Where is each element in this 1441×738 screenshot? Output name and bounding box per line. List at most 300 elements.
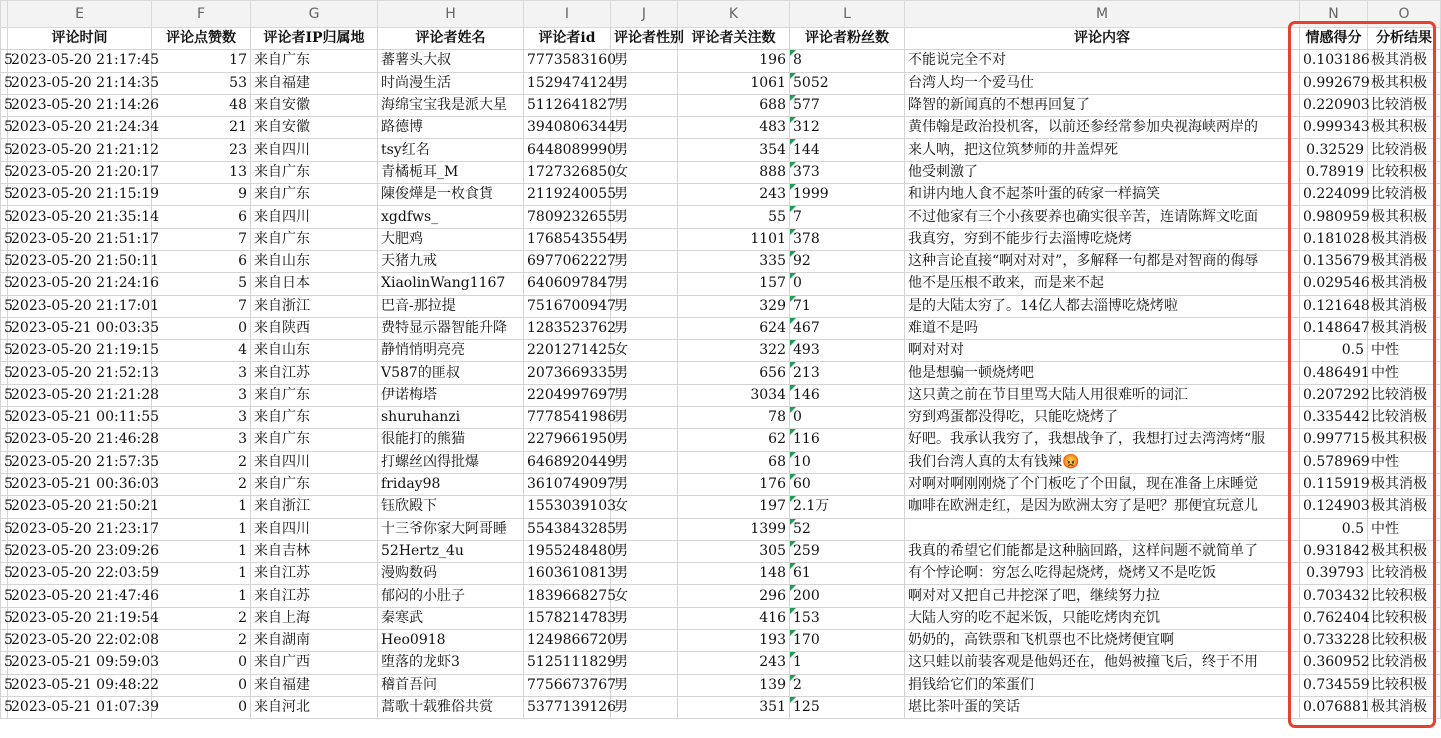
cell-result[interactable]: 中性 (1368, 518, 1441, 540)
cell-score[interactable]: 0.992679 (1300, 72, 1368, 94)
cell-result[interactable]: 极其消极 (1368, 496, 1441, 518)
cell-name[interactable]: 秦寒武 (378, 607, 524, 629)
cell-gender[interactable]: 女 (611, 161, 678, 183)
cell-content[interactable]: 我们台湾人真的太有钱辣😡 (905, 451, 1300, 473)
cell-content[interactable]: 是的大陆太穷了。14亿人都去淄博吃烧烤啦 (905, 295, 1300, 317)
cell-followers[interactable]: 259 (790, 540, 905, 562)
cell-result[interactable]: 比较消极 (1368, 652, 1441, 674)
cell-result[interactable]: 比较消极 (1368, 563, 1441, 585)
cell-id[interactable]: 2204997697 (524, 384, 611, 406)
cell-following[interactable]: 55 (678, 206, 790, 228)
cell-followers[interactable]: 0 (790, 407, 905, 429)
cell-time[interactable]: 2023-05-20 21:57:35 (8, 451, 152, 473)
cell-result[interactable]: 比较积极 (1368, 585, 1441, 607)
cell-score[interactable]: 0.999343 (1300, 117, 1368, 139)
column-letter-O[interactable]: O (1368, 1, 1441, 28)
cell-score[interactable]: 0.207292 (1300, 384, 1368, 406)
cell-id[interactable]: 1603610813 (524, 563, 611, 585)
cell-ip[interactable]: 来自吉林 (251, 540, 378, 562)
cell-followers[interactable]: 71 (790, 295, 905, 317)
cell-followers[interactable]: 52 (790, 518, 905, 540)
cell-gender[interactable]: 男 (611, 72, 678, 94)
cell-score[interactable]: 0.135679 (1300, 250, 1368, 272)
cell-score[interactable]: 0.5 (1300, 518, 1368, 540)
cell-gender[interactable]: 男 (611, 228, 678, 250)
cell-result[interactable]: 中性 (1368, 451, 1441, 473)
column-letter-K[interactable]: K (678, 1, 790, 28)
cell-likes[interactable]: 9 (152, 184, 251, 206)
column-letter-I[interactable]: I (524, 1, 611, 28)
cell-ip[interactable]: 来自湖南 (251, 630, 378, 652)
cell-time[interactable]: 2023-05-21 00:36:03 (8, 473, 152, 495)
cell-time[interactable]: 2023-05-20 21:52:13 (8, 362, 152, 384)
cell-likes[interactable]: 0 (152, 652, 251, 674)
cell-result[interactable]: 极其消极 (1368, 250, 1441, 272)
cell-ip[interactable]: 来自河北 (251, 696, 378, 718)
cell-time[interactable]: 2023-05-20 22:02:08 (8, 630, 152, 652)
cell-following[interactable]: 656 (678, 362, 790, 384)
cell-gender[interactable]: 男 (611, 250, 678, 272)
cell-following[interactable]: 148 (678, 563, 790, 585)
cell-followers[interactable]: 146 (790, 384, 905, 406)
cell-likes[interactable]: 3 (152, 362, 251, 384)
cell-id[interactable]: 7778541986 (524, 407, 611, 429)
cell-score[interactable]: 0.578969 (1300, 451, 1368, 473)
header-gender[interactable]: 评论者性别 (611, 28, 678, 50)
cell-ip[interactable]: 来自广东 (251, 473, 378, 495)
column-letter-H[interactable]: H (378, 1, 524, 28)
cell-content[interactable]: 好吧。我承认我穷了，我想战争了，我想打过去湾湾烤“服 (905, 429, 1300, 451)
cell-following[interactable]: 1399 (678, 518, 790, 540)
cell-content[interactable]: 黄伟翰是政治投机客，以前还参经常参加央视海峡两岸的 (905, 117, 1300, 139)
column-letter-J[interactable]: J (611, 1, 678, 28)
cell-time[interactable]: 2023-05-20 21:50:21 (8, 496, 152, 518)
cell-id[interactable]: 1249866720 (524, 630, 611, 652)
cell-gender[interactable]: 男 (611, 407, 678, 429)
cell-likes[interactable]: 7 (152, 228, 251, 250)
cell-likes[interactable]: 0 (152, 317, 251, 339)
cell-result[interactable]: 比较消极 (1368, 139, 1441, 161)
cell-likes[interactable]: 13 (152, 161, 251, 183)
cell-time[interactable]: 2023-05-20 22:03:59 (8, 563, 152, 585)
cell-following[interactable]: 3034 (678, 384, 790, 406)
cell-content[interactable]: 奶奶的，高铁票和飞机票也不比烧烤便宜啊 (905, 630, 1300, 652)
cell-result[interactable]: 中性 (1368, 362, 1441, 384)
cell-content[interactable]: 对啊对啊刚刚烧了个门板吃了个田鼠，现在准备上床睡觉 (905, 473, 1300, 495)
cell-name[interactable]: 钰欣殿下 (378, 496, 524, 518)
cell-likes[interactable]: 1 (152, 563, 251, 585)
cell-name[interactable]: V587的匪叔 (378, 362, 524, 384)
cell-ip[interactable]: 来自上海 (251, 607, 378, 629)
cell-ip[interactable]: 来自四川 (251, 206, 378, 228)
cell-id[interactable]: 7773583160 (524, 50, 611, 72)
cell-followers[interactable]: 144 (790, 139, 905, 161)
cell-content[interactable]: 啊对对又把自己井挖深了吧，继续努力拉 (905, 585, 1300, 607)
cell-followers[interactable]: 92 (790, 250, 905, 272)
cell-result[interactable]: 极其积极 (1368, 206, 1441, 228)
cell-following[interactable]: 351 (678, 696, 790, 718)
cell-id[interactable]: 2119240055 (524, 184, 611, 206)
column-letter-G[interactable]: G (251, 1, 378, 28)
cell-following[interactable]: 197 (678, 496, 790, 518)
column-letter-F[interactable]: F (152, 1, 251, 28)
cell-result[interactable]: 比较消极 (1368, 407, 1441, 429)
cell-followers[interactable]: 125 (790, 696, 905, 718)
cell-ip[interactable]: 来自广东 (251, 407, 378, 429)
cell-score[interactable]: 0.733228 (1300, 630, 1368, 652)
cell-name[interactable]: friday98 (378, 473, 524, 495)
cell-likes[interactable]: 6 (152, 206, 251, 228)
cell-id[interactable]: 1553039103 (524, 496, 611, 518)
cell-likes[interactable]: 3 (152, 384, 251, 406)
cell-id[interactable]: 5125111829 (524, 652, 611, 674)
cell-name[interactable]: 漫购数码 (378, 563, 524, 585)
cell-content[interactable]: 这种言论直接“啊对对对”，多解释一句都是对智商的侮辱 (905, 250, 1300, 272)
cell-likes[interactable]: 1 (152, 540, 251, 562)
cell-time[interactable]: 2023-05-20 23:09:26 (8, 540, 152, 562)
cell-content[interactable]: 这只蛙以前装客观是他妈还在，他妈被撞飞后，终于不用 (905, 652, 1300, 674)
header-likes[interactable]: 评论点赞数 (152, 28, 251, 50)
cell-following[interactable]: 176 (678, 473, 790, 495)
cell-following[interactable]: 624 (678, 317, 790, 339)
cell-ip[interactable]: 来自陕西 (251, 317, 378, 339)
cell-score[interactable]: 0.029546 (1300, 273, 1368, 295)
cell-gender[interactable]: 男 (611, 674, 678, 696)
cell-following[interactable]: 416 (678, 607, 790, 629)
cell-followers[interactable]: 467 (790, 317, 905, 339)
cell-content[interactable]: 降智的新闻真的不想再回复了 (905, 94, 1300, 116)
cell-following[interactable]: 296 (678, 585, 790, 607)
cell-gender[interactable]: 男 (611, 696, 678, 718)
cell-name[interactable]: 蕃薯头大叔 (378, 50, 524, 72)
cell-gender[interactable]: 男 (611, 50, 678, 72)
cell-gender[interactable]: 男 (611, 317, 678, 339)
cell-name[interactable]: Heo0918 (378, 630, 524, 652)
cell-id[interactable]: 6406097847 (524, 273, 611, 295)
cell-result[interactable]: 极其积极 (1368, 540, 1441, 562)
cell-name[interactable]: 巴音-那拉提 (378, 295, 524, 317)
cell-time[interactable]: 2023-05-20 21:19:15 (8, 340, 152, 362)
cell-result[interactable]: 比较积极 (1368, 161, 1441, 183)
cell-followers[interactable]: 213 (790, 362, 905, 384)
cell-followers[interactable]: 312 (790, 117, 905, 139)
cell-ip[interactable]: 来自江苏 (251, 563, 378, 585)
cell-likes[interactable]: 48 (152, 94, 251, 116)
cell-content[interactable]: 台湾人均一个爱马仕 (905, 72, 1300, 94)
cell-content[interactable]: 他受刺激了 (905, 161, 1300, 183)
cell-likes[interactable]: 2 (152, 607, 251, 629)
cell-score[interactable]: 0.335442 (1300, 407, 1368, 429)
header-ip[interactable]: 评论者IP归属地 (251, 28, 378, 50)
cell-following[interactable]: 78 (678, 407, 790, 429)
cell-id[interactable]: 5377139126 (524, 696, 611, 718)
cell-name[interactable]: 蒿歌十载雅俗共赏 (378, 696, 524, 718)
cell-id[interactable]: 1839668275 (524, 585, 611, 607)
cell-name[interactable]: XiaolinWang1167 (378, 273, 524, 295)
cell-following[interactable]: 68 (678, 451, 790, 473)
cell-following[interactable]: 354 (678, 139, 790, 161)
cell-content[interactable]: 咖啡在欧洲走红，是因为欧洲太穷了是吧？那便宜玩意儿 (905, 496, 1300, 518)
cell-time[interactable]: 2023-05-21 09:59:03 (8, 652, 152, 674)
cell-likes[interactable]: 21 (152, 117, 251, 139)
cell-time[interactable]: 2023-05-21 01:07:39 (8, 696, 152, 718)
cell-result[interactable]: 比较积极 (1368, 630, 1441, 652)
cell-name[interactable]: 郁闷的小肚子 (378, 585, 524, 607)
cell-score[interactable]: 0.224099 (1300, 184, 1368, 206)
cell-time[interactable]: 2023-05-20 21:35:14 (8, 206, 152, 228)
header-result[interactable]: 分析结果 (1368, 28, 1441, 50)
cell-score[interactable]: 0.115919 (1300, 473, 1368, 495)
cell-content[interactable]: 难道不是吗 (905, 317, 1300, 339)
cell-result[interactable]: 极其积极 (1368, 72, 1441, 94)
cell-id[interactable]: 2073669335 (524, 362, 611, 384)
cell-ip[interactable]: 来自江苏 (251, 362, 378, 384)
cell-likes[interactable]: 4 (152, 340, 251, 362)
cell-result[interactable]: 极其消极 (1368, 228, 1441, 250)
cell-followers[interactable]: 8 (790, 50, 905, 72)
cell-gender[interactable]: 男 (611, 630, 678, 652)
cell-time[interactable]: 2023-05-21 09:48:22 (8, 674, 152, 696)
cell-following[interactable]: 157 (678, 273, 790, 295)
cell-gender[interactable]: 男 (611, 139, 678, 161)
cell-result[interactable]: 极其积极 (1368, 117, 1441, 139)
cell-likes[interactable]: 2 (152, 451, 251, 473)
cell-score[interactable]: 0.121648 (1300, 295, 1368, 317)
cell-followers[interactable]: 378 (790, 228, 905, 250)
cell-ip[interactable]: 来自安徽 (251, 94, 378, 116)
cell-following[interactable]: 483 (678, 117, 790, 139)
cell-score[interactable]: 0.734559 (1300, 674, 1368, 696)
cell-following[interactable]: 688 (678, 94, 790, 116)
cell-result[interactable]: 极其积极 (1368, 429, 1441, 451)
cell-name[interactable]: 青橘栀耳_M (378, 161, 524, 183)
header-content[interactable]: 评论内容 (905, 28, 1300, 50)
cell-likes[interactable]: 5 (152, 273, 251, 295)
cell-ip[interactable]: 来自日本 (251, 273, 378, 295)
cell-likes[interactable]: 53 (152, 72, 251, 94)
cell-name[interactable]: 十三爷你家大阿哥睡 (378, 518, 524, 540)
cell-score[interactable]: 0.486491 (1300, 362, 1368, 384)
cell-name[interactable]: 静悄悄明亮亮 (378, 340, 524, 362)
cell-following[interactable]: 243 (678, 652, 790, 674)
cell-content[interactable]: 这只黄之前在节目里骂大陆人用很难听的词汇 (905, 384, 1300, 406)
cell-time[interactable]: 2023-05-20 21:17:45 (8, 50, 152, 72)
cell-ip[interactable]: 来自广东 (251, 384, 378, 406)
cell-result[interactable]: 极其消极 (1368, 273, 1441, 295)
cell-score[interactable]: 0.703432 (1300, 585, 1368, 607)
cell-following[interactable]: 305 (678, 540, 790, 562)
cell-ip[interactable]: 来自广东 (251, 228, 378, 250)
cell-name[interactable]: tsy红名 (378, 139, 524, 161)
cell-result[interactable]: 极其消极 (1368, 295, 1441, 317)
header-id[interactable]: 评论者id (524, 28, 611, 50)
cell-content[interactable]: 穷到鸡蛋都没得吃，只能吃烧烤了 (905, 407, 1300, 429)
cell-gender[interactable]: 男 (611, 117, 678, 139)
cell-score[interactable]: 0.124903 (1300, 496, 1368, 518)
cell-gender[interactable]: 女 (611, 585, 678, 607)
cell-followers[interactable]: 0 (790, 273, 905, 295)
cell-content[interactable]: 大陆人穷的吃不起米饭，只能吃烤肉充饥 (905, 607, 1300, 629)
cell-content[interactable]: 不过他家有三个小孩要养也确实很辛苦，连请陈辉文吃面 (905, 206, 1300, 228)
cell-time[interactable]: 2023-05-20 21:46:28 (8, 429, 152, 451)
cell-name[interactable]: 天猪九戒 (378, 250, 524, 272)
cell-ip[interactable]: 来自广东 (251, 429, 378, 451)
cell-likes[interactable]: 3 (152, 429, 251, 451)
cell-name[interactable]: 很能打的熊猫 (378, 429, 524, 451)
cell-ip[interactable]: 来自浙江 (251, 295, 378, 317)
cell-followers[interactable]: 61 (790, 563, 905, 585)
cell-time[interactable]: 2023-05-20 21:47:46 (8, 585, 152, 607)
cell-following[interactable]: 322 (678, 340, 790, 362)
header-following[interactable]: 评论者关注数 (678, 28, 790, 50)
cell-content[interactable]: 他是想骗一顿烧烤吧 (905, 362, 1300, 384)
cell-content[interactable]: 他不是压根不敢来，而是来不起 (905, 273, 1300, 295)
cell-following[interactable]: 193 (678, 630, 790, 652)
cell-result[interactable]: 比较消极 (1368, 184, 1441, 206)
cell-score[interactable]: 0.762404 (1300, 607, 1368, 629)
cell-followers[interactable]: 1999 (790, 184, 905, 206)
cell-id[interactable]: 5543843285 (524, 518, 611, 540)
cell-id[interactable]: 3940806344 (524, 117, 611, 139)
cell-time[interactable]: 2023-05-21 00:03:35 (8, 317, 152, 339)
cell-score[interactable]: 0.360952 (1300, 652, 1368, 674)
cell-ip[interactable]: 来自安徽 (251, 117, 378, 139)
cell-following[interactable]: 196 (678, 50, 790, 72)
header-score[interactable]: 情感得分 (1300, 28, 1368, 50)
cell-id[interactable]: 1529474124 (524, 72, 611, 94)
cell-following[interactable]: 139 (678, 674, 790, 696)
cell-gender[interactable]: 男 (611, 540, 678, 562)
cell-likes[interactable]: 6 (152, 250, 251, 272)
cell-score[interactable]: 0.220903 (1300, 94, 1368, 116)
cell-name[interactable]: 时尚漫生活 (378, 72, 524, 94)
cell-gender[interactable]: 男 (611, 607, 678, 629)
cell-id[interactable]: 2201271425 (524, 340, 611, 362)
cell-name[interactable]: 费特显示器智能升降 (378, 317, 524, 339)
cell-content[interactable]: 来人呐，把这位筑梦师的井盖焊死 (905, 139, 1300, 161)
cell-time[interactable]: 2023-05-21 00:11:55 (8, 407, 152, 429)
cell-content[interactable] (905, 518, 1300, 540)
cell-score[interactable]: 0.32529 (1300, 139, 1368, 161)
cell-content[interactable]: 有个悖论啊：穷怎么吃得起烧烤，烧烤又不是吃饭 (905, 563, 1300, 585)
cell-time[interactable]: 2023-05-20 21:15:19 (8, 184, 152, 206)
cell-ip[interactable]: 来自福建 (251, 674, 378, 696)
cell-gender[interactable]: 男 (611, 384, 678, 406)
cell-gender[interactable]: 男 (611, 273, 678, 295)
cell-following[interactable]: 243 (678, 184, 790, 206)
cell-followers[interactable]: 2.1万 (790, 496, 905, 518)
cell-followers[interactable]: 1 (790, 652, 905, 674)
cell-id[interactable]: 1727326850 (524, 161, 611, 183)
cell-id[interactable]: 2279661950 (524, 429, 611, 451)
cell-content[interactable]: 和讲内地人食不起茶叶蛋的砖家一样搞笑 (905, 184, 1300, 206)
cell-id[interactable]: 1283523762 (524, 317, 611, 339)
cell-gender[interactable]: 男 (611, 184, 678, 206)
cell-following[interactable]: 62 (678, 429, 790, 451)
header-name[interactable]: 评论者姓名 (378, 28, 524, 50)
cell-followers[interactable]: 116 (790, 429, 905, 451)
cell-following[interactable]: 1101 (678, 228, 790, 250)
cell-gender[interactable]: 男 (611, 206, 678, 228)
cell-gender[interactable]: 男 (611, 295, 678, 317)
cell-likes[interactable]: 0 (152, 674, 251, 696)
cell-time[interactable]: 2023-05-20 21:19:54 (8, 607, 152, 629)
cell-followers[interactable]: 2 (790, 674, 905, 696)
cell-score[interactable]: 0.5 (1300, 340, 1368, 362)
cell-gender[interactable]: 男 (611, 362, 678, 384)
cell-gender[interactable]: 男 (611, 429, 678, 451)
cell-likes[interactable]: 17 (152, 50, 251, 72)
cell-time[interactable]: 2023-05-20 21:23:17 (8, 518, 152, 540)
cell-ip[interactable]: 来自山东 (251, 250, 378, 272)
cell-id[interactable]: 1578214783 (524, 607, 611, 629)
cell-result[interactable]: 极其消极 (1368, 50, 1441, 72)
cell-id[interactable]: 5112641827 (524, 94, 611, 116)
cell-followers[interactable]: 153 (790, 607, 905, 629)
cell-followers[interactable]: 170 (790, 630, 905, 652)
cell-name[interactable]: xgdfws_ (378, 206, 524, 228)
cell-ip[interactable]: 来自山东 (251, 340, 378, 362)
cell-ip[interactable]: 来自广东 (251, 50, 378, 72)
column-letter-L[interactable]: L (790, 1, 905, 28)
cell-ip[interactable]: 来自广东 (251, 184, 378, 206)
cell-time[interactable]: 2023-05-20 21:21:28 (8, 384, 152, 406)
cell-name[interactable]: 稽首吾问 (378, 674, 524, 696)
cell-id[interactable]: 1955248480 (524, 540, 611, 562)
cell-followers[interactable]: 373 (790, 161, 905, 183)
cell-followers[interactable]: 577 (790, 94, 905, 116)
cell-gender[interactable]: 男 (611, 518, 678, 540)
cell-time[interactable]: 2023-05-20 21:51:17 (8, 228, 152, 250)
cell-ip[interactable]: 来自四川 (251, 451, 378, 473)
cell-score[interactable]: 0.103186 (1300, 50, 1368, 72)
cell-likes[interactable]: 23 (152, 139, 251, 161)
cell-likes[interactable]: 0 (152, 696, 251, 718)
cell-id[interactable]: 1768543554 (524, 228, 611, 250)
cell-followers[interactable]: 10 (790, 451, 905, 473)
cell-result[interactable]: 比较积极 (1368, 674, 1441, 696)
cell-ip[interactable]: 来自福建 (251, 72, 378, 94)
cell-name[interactable]: 路德博 (378, 117, 524, 139)
cell-likes[interactable]: 2 (152, 473, 251, 495)
cell-following[interactable]: 888 (678, 161, 790, 183)
cell-result[interactable]: 极其消极 (1368, 473, 1441, 495)
cell-id[interactable]: 6448089990 (524, 139, 611, 161)
cell-name[interactable]: 打螺丝凶得批爆 (378, 451, 524, 473)
cell-gender[interactable]: 男 (611, 652, 678, 674)
cell-id[interactable]: 7809232655 (524, 206, 611, 228)
cell-ip[interactable]: 来自四川 (251, 518, 378, 540)
cell-name[interactable]: 堕落的龙虾3 (378, 652, 524, 674)
cell-id[interactable]: 7516700947 (524, 295, 611, 317)
cell-score[interactable]: 0.980959 (1300, 206, 1368, 228)
cell-content[interactable]: 啊对对对 (905, 340, 1300, 362)
cell-time[interactable]: 2023-05-20 21:17:01 (8, 295, 152, 317)
cell-score[interactable]: 0.181028 (1300, 228, 1368, 250)
cell-gender[interactable]: 男 (611, 563, 678, 585)
cell-name[interactable]: shuruhanzi (378, 407, 524, 429)
cell-followers[interactable]: 60 (790, 473, 905, 495)
cell-following[interactable]: 1061 (678, 72, 790, 94)
cell-followers[interactable]: 493 (790, 340, 905, 362)
cell-time[interactable]: 2023-05-20 21:14:35 (8, 72, 152, 94)
cell-ip[interactable]: 来自四川 (251, 139, 378, 161)
cell-name[interactable]: 大肥鸡 (378, 228, 524, 250)
cell-score[interactable]: 0.78919 (1300, 161, 1368, 183)
cell-name[interactable]: 陳俊燁是一枚食貨 (378, 184, 524, 206)
cell-score[interactable]: 0.076881 (1300, 696, 1368, 718)
cell-content[interactable]: 堪比茶叶蛋的笑话 (905, 696, 1300, 718)
